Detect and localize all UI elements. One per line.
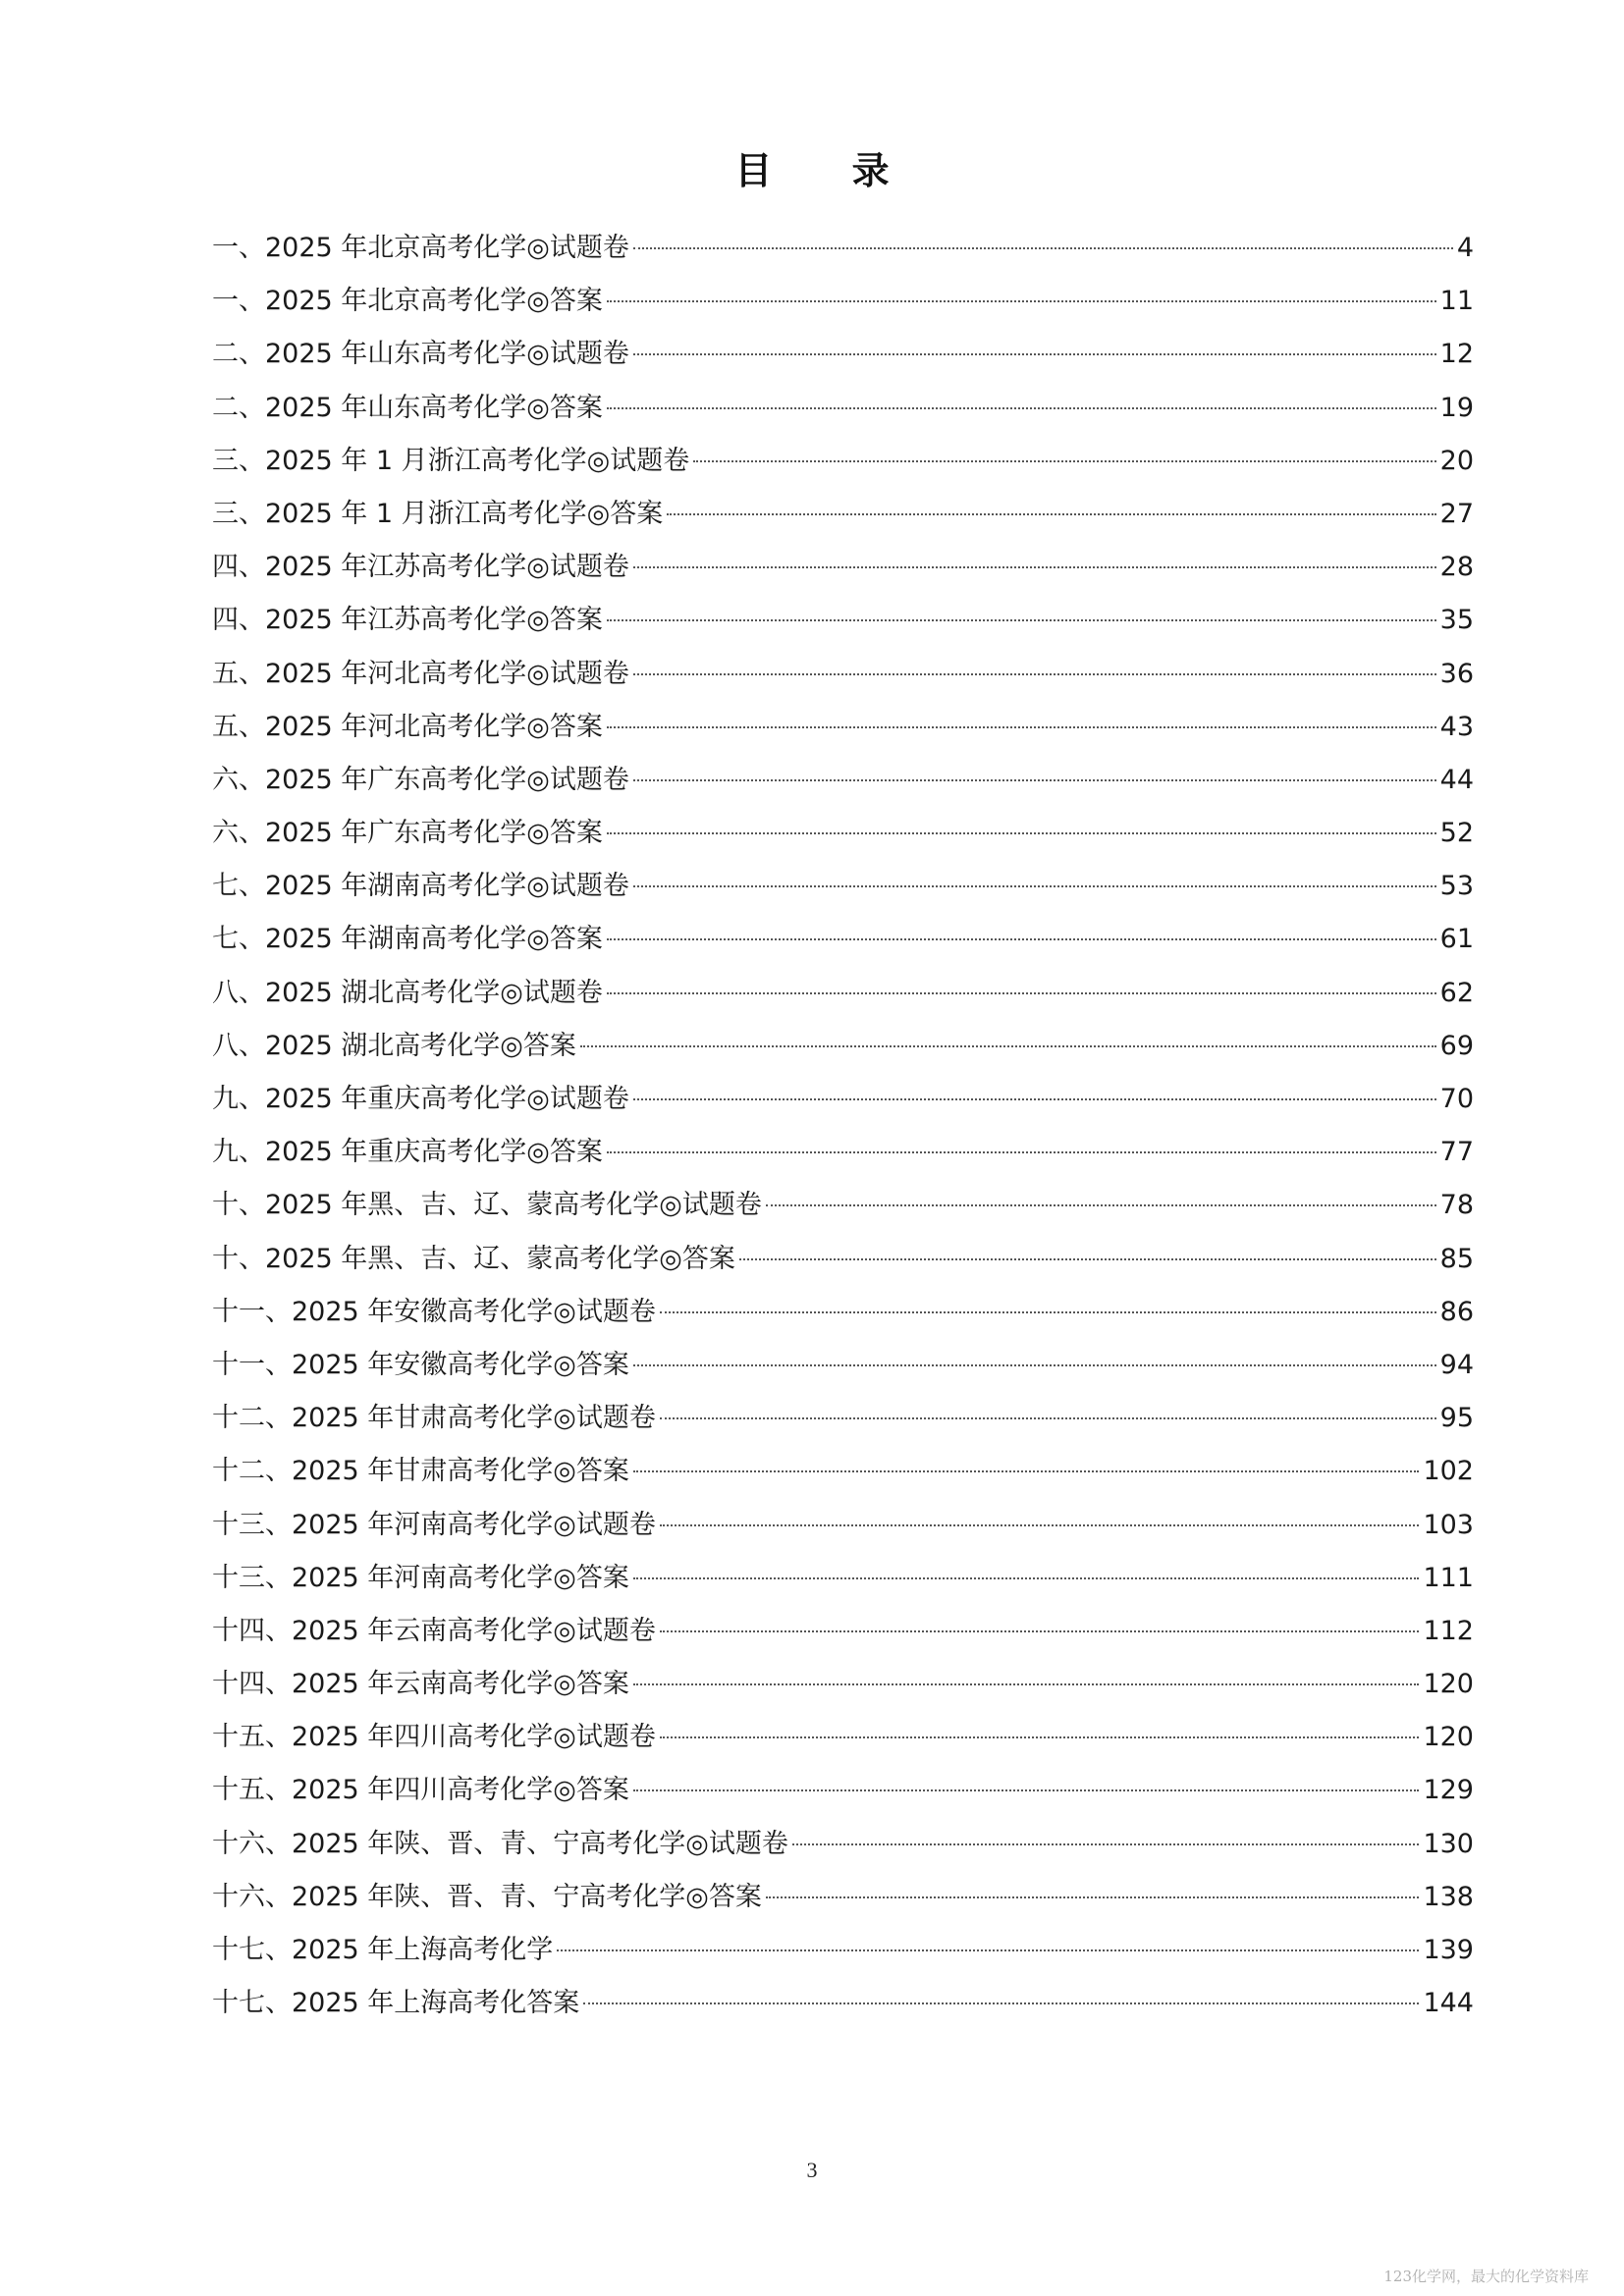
toc-entry-label: 九、2025 年重庆高考化学◎答案: [212, 1137, 603, 1168]
toc-entry-page: 112: [1423, 1615, 1474, 1646]
toc-entry-page: 19: [1439, 392, 1474, 423]
toc-entry-label: 三、2025 年 1 月浙江高考化学◎答案: [212, 498, 664, 529]
toc-entry[interactable]: [212, 701, 1474, 754]
toc-entry[interactable]: [212, 1764, 1474, 1817]
toc-dot-leader: [633, 673, 1436, 675]
toc-entry[interactable]: [212, 1924, 1474, 1977]
toc-dot-leader: [693, 460, 1435, 462]
toc-entry-label: 九、2025 年重庆高考化学◎试题卷: [212, 1084, 629, 1114]
table-of-contents: [212, 222, 1474, 2030]
toc-dot-leader: [607, 300, 1436, 302]
toc-entry-page: 95: [1439, 1403, 1474, 1434]
toc-entry-page: 86: [1439, 1296, 1474, 1327]
toc-entry-label: 五、2025 年河北高考化学◎试题卷: [212, 658, 629, 689]
toc-entry-label: 八、2025 湖北高考化学◎答案: [212, 1030, 576, 1061]
toc-entry[interactable]: [212, 275, 1474, 328]
toc-entry-label: 十四、2025 年云南高考化学◎试题卷: [212, 1615, 656, 1646]
toc-entry-page: 120: [1423, 1669, 1474, 1700]
toc-dot-leader: [607, 619, 1436, 621]
toc-dot-leader: [607, 992, 1436, 994]
toc-entry-label: 十六、2025 年陕、晋、青、宁高考化学◎答案: [212, 1881, 762, 1912]
toc-entry[interactable]: [212, 754, 1474, 807]
toc-entry-page: 53: [1439, 871, 1474, 902]
toc-entry[interactable]: [212, 594, 1474, 647]
toc-entry-label: 七、2025 年湖南高考化学◎答案: [212, 924, 603, 955]
toc-dot-leader: [633, 566, 1436, 568]
toc-dot-leader: [607, 938, 1436, 940]
toc-entry[interactable]: [212, 1339, 1474, 1392]
toc-entry-page: 52: [1439, 818, 1474, 849]
toc-entry-page: 69: [1439, 1030, 1474, 1061]
toc-dot-leader: [557, 1949, 1419, 1951]
toc-entry-page: 35: [1439, 605, 1474, 636]
toc-entry-label: 十七、2025 年上海高考化学: [212, 1935, 554, 1965]
toc-entry[interactable]: [212, 913, 1474, 966]
toc-entry-page: 129: [1423, 1775, 1474, 1806]
toc-entry-label: 六、2025 年广东高考化学◎答案: [212, 818, 603, 849]
toc-entry-label: 二、2025 年山东高考化学◎试题卷: [212, 339, 629, 370]
toc-entry-page: 11: [1439, 286, 1474, 317]
toc-dot-leader: [660, 1417, 1436, 1419]
toc-entry-page: 44: [1439, 764, 1474, 795]
toc-entry-page: 62: [1439, 977, 1474, 1008]
toc-entry[interactable]: [212, 1977, 1474, 2030]
watermark-text: 123化学网，最大的化学资料库: [1383, 2268, 1589, 2285]
toc-entry-label: 五、2025 年河北高考化学◎答案: [212, 711, 603, 742]
toc-entry-page: 102: [1423, 1456, 1474, 1487]
toc-entry-label: 十七、2025 年上海高考化答案: [212, 1988, 580, 2019]
toc-entry-label: 一、2025 年北京高考化学◎答案: [212, 286, 603, 317]
toc-entry[interactable]: [212, 1605, 1474, 1658]
toc-entry-label: 一、2025 年北京高考化学◎试题卷: [212, 233, 629, 263]
toc-entry[interactable]: [212, 1126, 1474, 1179]
toc-entry-label: 十五、2025 年四川高考化学◎答案: [212, 1775, 629, 1806]
toc-entry[interactable]: [212, 1552, 1474, 1605]
toc-dot-leader: [633, 247, 1453, 249]
toc-entry[interactable]: [212, 1818, 1474, 1871]
toc-dot-leader: [766, 1204, 1436, 1206]
toc-entry[interactable]: [212, 807, 1474, 860]
toc-entry-page: 103: [1423, 1509, 1474, 1540]
toc-dot-leader: [580, 1045, 1436, 1047]
toc-dot-leader: [633, 1683, 1420, 1685]
toc-entry[interactable]: [212, 1392, 1474, 1445]
toc-entry-page: 120: [1423, 1722, 1474, 1753]
toc-dot-leader: [667, 513, 1435, 515]
toc-entry[interactable]: [212, 1711, 1474, 1764]
toc-entry-label: 十二、2025 年甘肃高考化学◎试题卷: [212, 1403, 656, 1434]
toc-dot-leader: [633, 1098, 1436, 1100]
toc-dot-leader: [633, 1577, 1420, 1579]
toc-entry-label: 七、2025 年湖南高考化学◎试题卷: [212, 871, 629, 902]
toc-entry[interactable]: [212, 1445, 1474, 1498]
toc-dot-leader: [633, 353, 1436, 355]
toc-entry[interactable]: [212, 648, 1474, 701]
toc-entry-page: 12: [1439, 339, 1474, 370]
toc-entry[interactable]: [212, 328, 1474, 381]
toc-dot-leader: [607, 832, 1436, 834]
toc-entry-page: 27: [1439, 498, 1474, 529]
toc-entry-label: 八、2025 湖北高考化学◎试题卷: [212, 977, 603, 1008]
toc-dot-leader: [660, 1736, 1420, 1738]
toc-entry[interactable]: [212, 1499, 1474, 1552]
toc-entry[interactable]: [212, 860, 1474, 913]
toc-dot-leader: [607, 1151, 1436, 1153]
toc-entry-label: 十三、2025 年河南高考化学◎答案: [212, 1562, 629, 1593]
toc-entry-label: 十五、2025 年四川高考化学◎试题卷: [212, 1722, 656, 1753]
toc-dot-leader: [633, 779, 1436, 781]
toc-entry[interactable]: [212, 1233, 1474, 1286]
toc-entry-label: 二、2025 年山东高考化学◎答案: [212, 392, 603, 423]
toc-dot-leader: [660, 1311, 1436, 1313]
toc-entry-page: 43: [1439, 711, 1474, 742]
toc-entry-label: 十、2025 年黑、吉、辽、蒙高考化学◎答案: [212, 1243, 735, 1274]
toc-entry-page: 130: [1423, 1828, 1474, 1859]
toc-dot-leader: [660, 1524, 1420, 1526]
toc-entry-page: 20: [1439, 445, 1474, 476]
toc-entry-label: 十三、2025 年河南高考化学◎试题卷: [212, 1509, 656, 1540]
toc-entry-page: 61: [1439, 924, 1474, 955]
toc-entry-label: 六、2025 年广东高考化学◎试题卷: [212, 764, 629, 795]
page-number: 3: [806, 2158, 818, 2182]
toc-entry-label: 十一、2025 年安徽高考化学◎答案: [212, 1349, 629, 1380]
toc-dot-leader: [607, 726, 1436, 728]
toc-entry-page: 77: [1439, 1137, 1474, 1168]
toc-dot-leader: [633, 885, 1436, 887]
toc-dot-leader: [583, 2002, 1419, 2004]
toc-dot-leader: [660, 1630, 1420, 1632]
toc-entry[interactable]: [212, 541, 1474, 594]
toc-entry-page: 144: [1423, 1988, 1474, 2019]
toc-entry-page: 94: [1439, 1349, 1474, 1380]
toc-dot-leader: [766, 1896, 1420, 1898]
toc-entry-page: 111: [1423, 1562, 1474, 1593]
toc-entry[interactable]: [212, 1658, 1474, 1711]
toc-entry-label: 四、2025 年江苏高考化学◎试题卷: [212, 552, 629, 583]
toc-entry[interactable]: [212, 967, 1474, 1020]
toc-entry-label: 十二、2025 年甘肃高考化学◎答案: [212, 1456, 629, 1487]
page-title: 目 录: [734, 149, 923, 192]
toc-entry-label: 三、2025 年 1 月浙江高考化学◎试题卷: [212, 445, 690, 476]
toc-entry-label: 十一、2025 年安徽高考化学◎试题卷: [212, 1296, 656, 1327]
toc-entry-page: 70: [1439, 1084, 1474, 1114]
toc-entry[interactable]: [212, 1020, 1474, 1073]
toc-entry-page: 85: [1439, 1243, 1474, 1274]
toc-entry[interactable]: [212, 1871, 1474, 1924]
toc-entry-page: 139: [1423, 1935, 1474, 1965]
toc-entry[interactable]: [212, 435, 1474, 488]
toc-entry-page: 78: [1439, 1190, 1474, 1221]
toc-entry-label: 十六、2025 年陕、晋、青、宁高考化学◎试题卷: [212, 1828, 788, 1859]
toc-dot-leader: [633, 1789, 1420, 1791]
toc-entry-page: 4: [1456, 233, 1474, 263]
toc-dot-leader: [792, 1843, 1420, 1845]
toc-dot-leader: [633, 1364, 1436, 1366]
toc-dot-leader: [607, 407, 1436, 409]
toc-entry[interactable]: [212, 222, 1474, 275]
toc-entry-label: 十、2025 年黑、吉、辽、蒙高考化学◎试题卷: [212, 1190, 762, 1221]
toc-entry[interactable]: [212, 1286, 1474, 1339]
toc-entry[interactable]: [212, 1073, 1474, 1126]
toc-entry-page: 28: [1439, 552, 1474, 583]
toc-entry-label: 十四、2025 年云南高考化学◎答案: [212, 1669, 629, 1700]
toc-dot-leader: [739, 1258, 1436, 1260]
toc-entry[interactable]: [212, 382, 1474, 435]
toc-entry-page: 138: [1423, 1881, 1474, 1912]
toc-entry-page: 36: [1439, 658, 1474, 689]
toc-entry[interactable]: [212, 1179, 1474, 1232]
toc-entry-label: 四、2025 年江苏高考化学◎答案: [212, 605, 603, 636]
toc-dot-leader: [633, 1470, 1420, 1472]
toc-entry[interactable]: [212, 488, 1474, 541]
